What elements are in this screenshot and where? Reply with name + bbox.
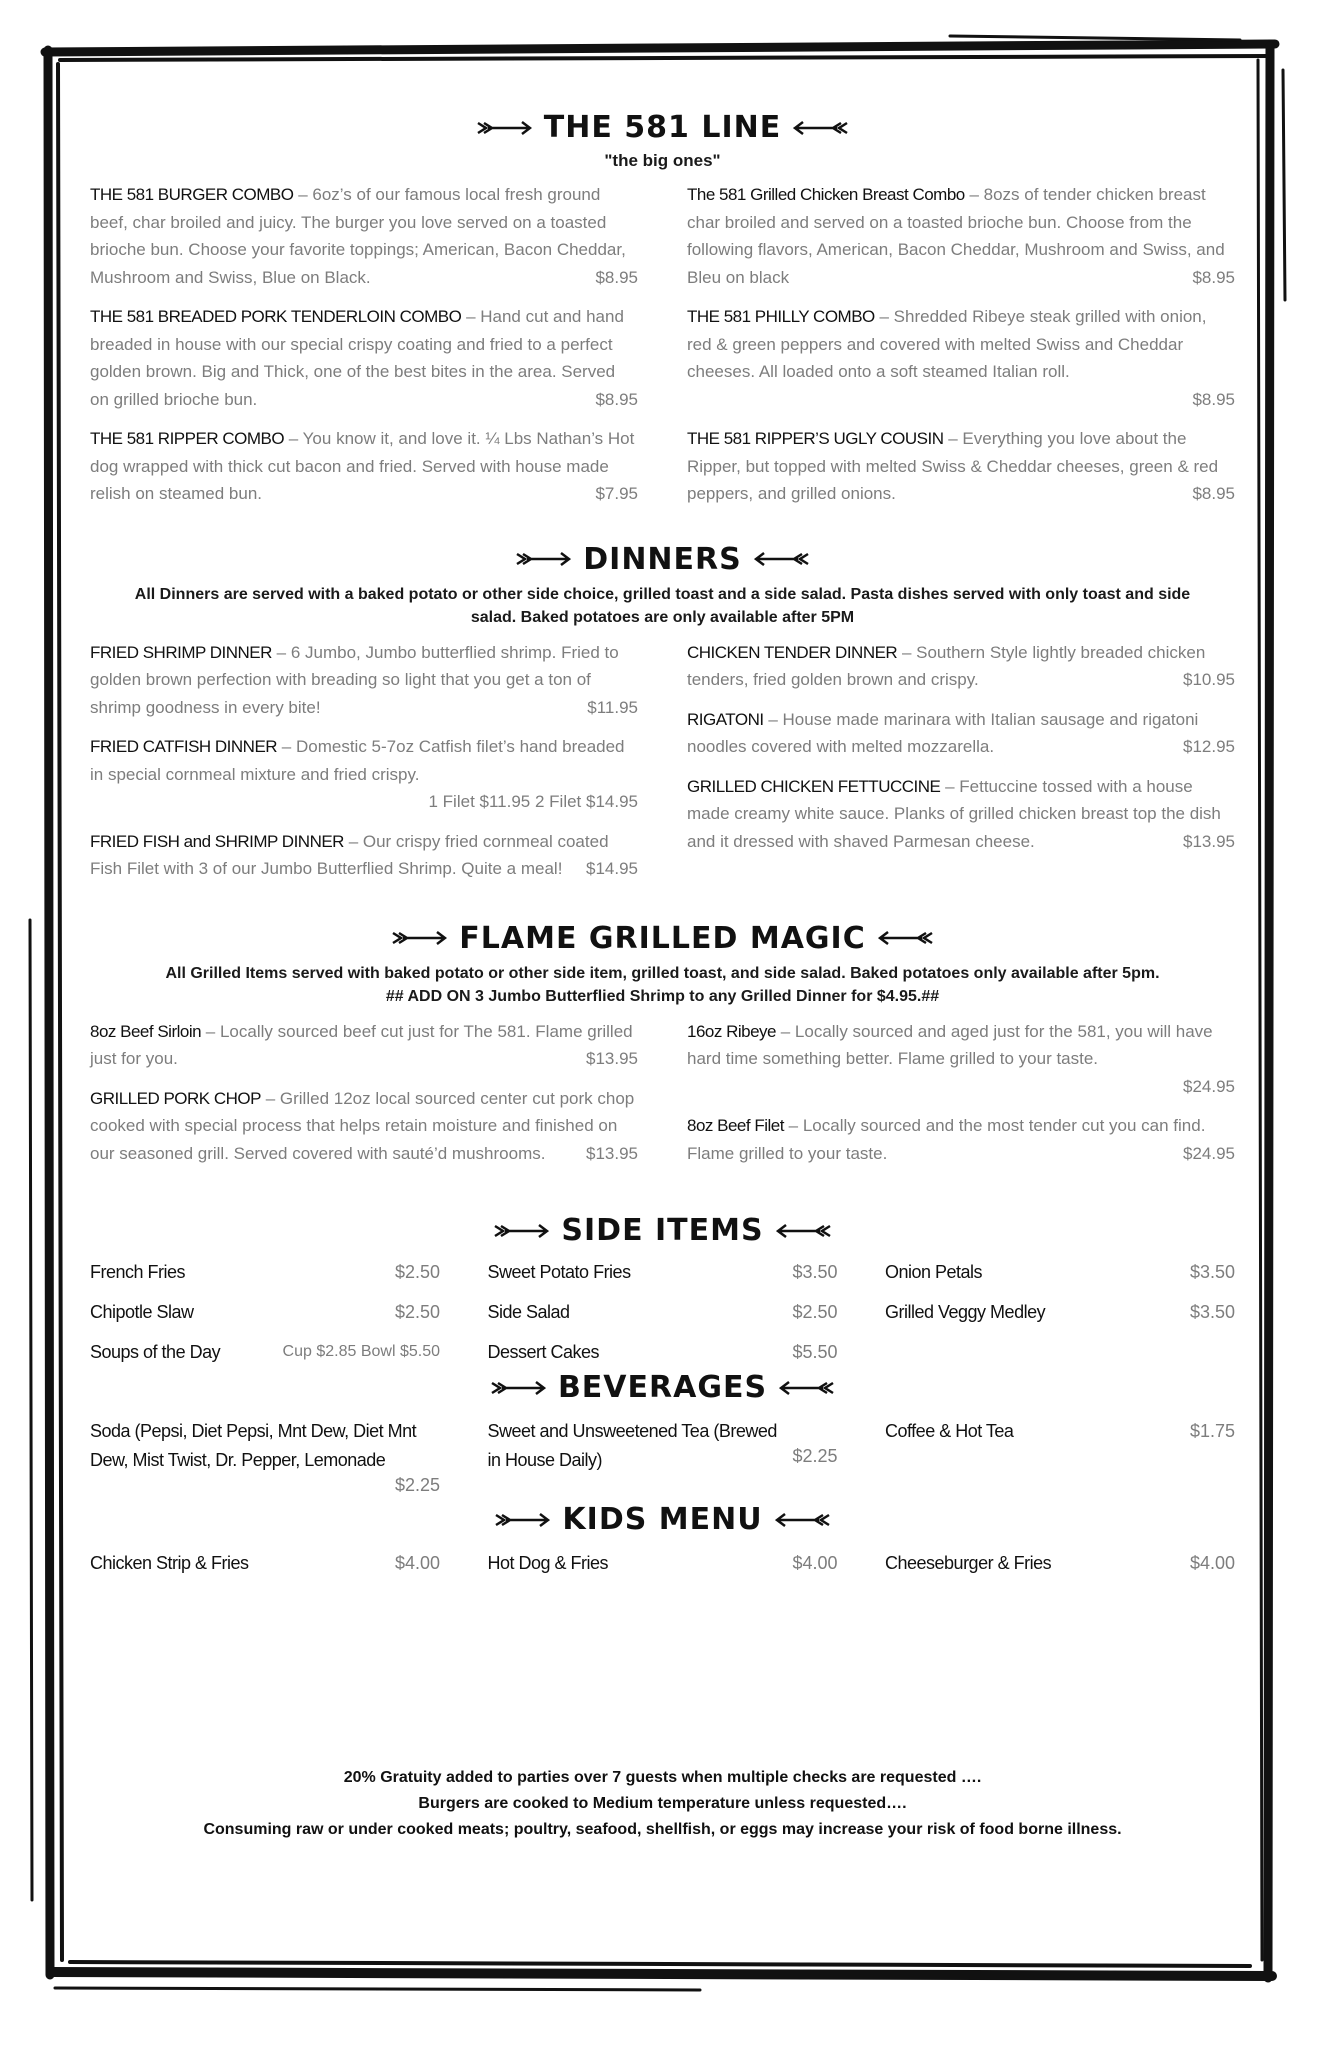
beverage-row	[885, 1417, 1235, 1445]
item-name: FRIED SHRIMP DINNER	[90, 642, 272, 662]
menu-item	[90, 1018, 638, 1073]
item-name: The 581 Grilled Chicken Breast Combo	[687, 185, 965, 204]
item-price: $13.95	[586, 1049, 638, 1068]
item-price: $3.50	[792, 1262, 838, 1282]
kids-item	[488, 1549, 838, 1589]
menu-item	[687, 1018, 1235, 1101]
item-name: Soups of the Day	[90, 1342, 221, 1362]
section-title: BEVERAGES	[557, 1370, 768, 1405]
arrow-right-icon	[391, 930, 447, 946]
menu-item	[90, 1085, 638, 1168]
item-description: – Grilled 12oz local sourced center cut pork chop cooked with special process that helps retain moisture and finished on our seasoned grill. Served covered with sauté’d mushrooms.	[90, 1088, 635, 1163]
item-description: – Fettuccine tossed with a house made creamy white sauce. Planks of grilled chicken breast top the dish and it dressed with shaved Parmesan cheese.	[687, 776, 1221, 851]
side-item	[885, 1258, 1235, 1286]
section-header-dinners	[90, 542, 1235, 577]
arrow-left-icon	[793, 120, 849, 136]
item-price: $12.95	[1183, 737, 1235, 756]
item-price: $4.00	[394, 1553, 440, 1573]
item-name: Onion Petals	[885, 1262, 983, 1282]
item-name: 16oz Ribeye	[687, 1021, 777, 1041]
item-name: Soda (Pepsi, Diet Pepsi, Mnt Dew, Diet Mnt Dew, Mist Twist, Dr. Pepper, Lemonade	[90, 1421, 417, 1470]
item-name: FRIED FISH and SHRIMP DINNER	[90, 831, 344, 851]
section-title: DINNERS	[583, 541, 742, 577]
item-price: $3.50	[1189, 1262, 1235, 1282]
section-title: SIDE ITEMS	[561, 1213, 764, 1248]
item-price: Cup $2.85 Bowl $5.50	[282, 1343, 440, 1360]
beverage-item	[488, 1417, 838, 1496]
menu-item	[687, 1112, 1235, 1167]
item-price: $13.95	[586, 1143, 638, 1163]
item-name: Sweet Potato Fries	[487, 1262, 631, 1282]
item-price: $2.25	[792, 1446, 838, 1466]
arrow-left-icon	[754, 551, 810, 567]
item-name: THE 581 RIPPER’S UGLY COUSIN	[687, 429, 944, 448]
581-left-column	[90, 181, 638, 520]
side-item	[90, 1258, 440, 1286]
item-name: Dessert Cakes	[487, 1342, 600, 1362]
item-name: CHICKEN TENDER DINNER	[687, 642, 898, 662]
item-name: Sweet and Unsweetened Tea (Brewed in House Daily)	[487, 1421, 777, 1470]
item-name: Hot Dog & Fries	[487, 1553, 609, 1573]
item-price: $24.95	[1183, 1143, 1235, 1163]
item-name: Grilled Veggy Medley	[885, 1302, 1046, 1322]
item-price: $13.95	[1183, 831, 1235, 851]
item-description: – 8ozs of tender chicken breast char broiled and served on a toasted brioche bun. Choose from the following flavors, American, Bacon Cheddar, Mushroom and Swiss, and Bleu on black	[687, 185, 1225, 287]
kids-item	[90, 1549, 440, 1589]
item-price: 1 Filet $11.95 2 Filet $14.95	[428, 792, 638, 811]
health-warning: Consuming raw or under cooked meats; poultry, seafood, shellfish, or eggs may increase your risk of food borne illness.	[203, 1821, 1122, 1838]
item-price: $3.50	[1189, 1302, 1235, 1322]
item-price: $11.95	[587, 697, 638, 717]
item-name: French Fries	[90, 1262, 186, 1282]
section-title: THE 581 LINE	[543, 110, 782, 145]
item-price: $10.95	[1183, 670, 1235, 689]
item-description: – 6 Jumbo, Jumbo butterflied shrimp. Fried to golden brown perfection with breading so light that you get a ton of shrimp goodness in every bite!	[90, 642, 619, 717]
item-description: – Shredded Ribeye steak grilled with onion, red & green peppers and covered with melted Swiss and Cheddar cheeses. All loaded onto a soft steamed Italian roll.	[687, 307, 1207, 381]
side-item	[90, 1338, 440, 1366]
item-name: RIGATONI	[687, 709, 764, 729]
item-price: $8.95	[1192, 267, 1235, 287]
item-description: – Locally sourced beef cut just for The 581. Flame grilled just for you.	[90, 1021, 633, 1068]
section-header-kids-menu	[90, 1502, 1235, 1537]
menu-item	[687, 773, 1235, 856]
side-item	[90, 1298, 440, 1326]
item-name: Cheeseburger & Fries	[885, 1553, 1052, 1573]
menu-item	[687, 181, 1235, 291]
burger-temp-note: Burgers are cooked to Medium temperature unless requested….	[418, 1795, 907, 1812]
item-description: – House made marinara with Italian sausage and rigatoni noodles covered with melted mozzarella.	[687, 709, 1199, 756]
kids-row	[90, 1549, 440, 1577]
gratuity-note: 20% Gratuity added to parties over 7 guests when multiple checks are requested ….	[343, 1769, 982, 1786]
item-description: – Domestic 5-7oz Catfish filet’s hand breaded in special cornmeal mixture and fried crispy.	[90, 737, 625, 784]
section-note: All Dinners are served with a baked potato or other side choice, grilled toast and a side salad. Pasta dishes served with only toast and side salad. Baked potatoes are only available after 5PM	[134, 585, 1191, 626]
kids-row	[885, 1549, 1235, 1577]
section-note-addon: ## ADD ON 3 Jumbo Butterflied Shrimp to any Grilled Dinner for $4.95.##	[385, 987, 940, 1005]
beverage-item	[90, 1417, 440, 1496]
item-price: $7.95	[595, 484, 638, 503]
section-note: All Grilled Items served with baked potato or other side item, grilled toast, and side salad. Baked potatoes only available after 5pm.	[165, 964, 1160, 982]
grilled-left-column	[90, 1018, 638, 1180]
arrow-left-icon	[776, 1223, 832, 1239]
sides-column-2	[488, 1258, 838, 1378]
kids-item	[885, 1549, 1235, 1589]
item-description: – Our crispy fried cornmeal coated Fish Filet with 3 of our Jumbo Butterflied Shrimp. Quite a meal!	[90, 831, 609, 878]
section-header-581-line	[90, 110, 1235, 145]
item-description: – You know it, and love it. ¼ Lbs Nathan’s Hot dog wrapped with thick cut bacon and fried. Served with house made relish on steamed bun.	[90, 429, 635, 503]
item-name: Coffee & Hot Tea	[885, 1421, 1014, 1441]
menu-item	[687, 706, 1235, 761]
item-price: $1.75	[1189, 1421, 1235, 1441]
item-name: THE 581 BREADED PORK TENDERLOIN COMBO	[90, 307, 462, 326]
menu-item	[90, 828, 638, 883]
menu-item	[687, 425, 1235, 508]
item-price: $24.95	[1183, 1076, 1235, 1096]
arrow-left-icon	[779, 1380, 835, 1396]
item-price: $8.95	[595, 389, 638, 409]
item-description: – Southern Style lightly breaded chicken tenders, fried golden brown and crispy.	[687, 642, 1206, 689]
item-name: 8oz Beef Sirloin	[90, 1021, 202, 1041]
menu-item	[90, 303, 638, 413]
section-header-flame-grilled	[90, 921, 1235, 956]
sides-column-1	[90, 1258, 440, 1378]
kids-row	[488, 1549, 838, 1577]
item-price: $2.50	[792, 1302, 838, 1322]
dinners-left-column	[90, 639, 638, 895]
item-price: $8.95	[595, 267, 638, 287]
item-description: – Hand cut and hand breaded in house with our special crispy coating and fried to a perfect golden brown. Big and Thick, one of the best bites in the area. Served on grilled brioche bun.	[90, 307, 624, 409]
item-name: FRIED CATFISH DINNER	[90, 737, 278, 756]
arrow-right-icon	[494, 1512, 550, 1528]
menu-item	[90, 181, 638, 291]
section-header-side-items	[90, 1213, 1235, 1248]
arrow-right-icon	[493, 1223, 549, 1239]
arrow-right-icon	[515, 551, 571, 567]
menu-item	[687, 303, 1235, 413]
item-description: – Locally sourced and the most tender cut you can find. Flame grilled to your taste.	[687, 1116, 1206, 1163]
arrow-right-icon	[476, 120, 532, 136]
item-price: $8.95	[1192, 389, 1235, 409]
item-name: THE 581 BURGER COMBO	[90, 185, 294, 204]
item-name: GRILLED CHICKEN FETTUCCINE	[687, 776, 941, 796]
item-price: $2.50	[394, 1262, 440, 1282]
item-price: $8.95	[1192, 484, 1235, 503]
section-title: FLAME GRILLED MAGIC	[459, 920, 866, 956]
item-price: $2.25	[394, 1475, 440, 1495]
item-name: GRILLED PORK CHOP	[90, 1088, 261, 1108]
menu-item	[90, 425, 638, 508]
beverage-item	[885, 1417, 1235, 1496]
item-description: – Locally sourced and aged just for the 581, you will have hard time something better. Flame grilled to your taste.	[687, 1021, 1213, 1068]
item-price: $5.50	[792, 1342, 838, 1362]
side-item	[488, 1338, 838, 1366]
sides-column-3	[885, 1258, 1235, 1378]
section-title: KIDS MENU	[562, 1502, 763, 1537]
item-description: – 6oz’s of our famous local fresh ground beef, char broiled and juicy. The burger you love served on a toasted brioche bun. Choose your favorite toppings; American, Bacon Cheddar, Mushroom and Swiss, Blue on Black.	[90, 185, 626, 287]
menu-item	[687, 639, 1235, 694]
menu-item	[90, 733, 638, 816]
item-price: $2.50	[394, 1302, 440, 1322]
arrow-left-icon	[775, 1512, 831, 1528]
side-item	[885, 1298, 1235, 1326]
grilled-right-column	[687, 1018, 1235, 1180]
item-name: THE 581 RIPPER COMBO	[90, 429, 285, 448]
menu-item	[90, 639, 638, 722]
item-price: $4.00	[1189, 1553, 1235, 1573]
item-description: – Everything you love about the Ripper, but topped with melted Swiss & Cheddar cheeses, green & red peppers, and grilled onions.	[687, 429, 1219, 503]
item-name: Chicken Strip & Fries	[90, 1553, 249, 1573]
581-right-column	[687, 181, 1235, 520]
item-price: $4.00	[792, 1553, 838, 1573]
arrow-right-icon	[490, 1380, 546, 1396]
section-subtitle: "the big ones"	[604, 151, 721, 170]
side-item	[488, 1258, 838, 1286]
item-name: Chipotle Slaw	[90, 1302, 194, 1322]
footer-notes	[90, 1765, 1235, 1843]
arrow-left-icon	[878, 930, 934, 946]
item-name: Side Salad	[487, 1302, 570, 1322]
item-name: THE 581 PHILLY COMBO	[687, 307, 875, 326]
side-item	[488, 1298, 838, 1326]
item-name: 8oz Beef Filet	[687, 1116, 784, 1135]
dinners-right-column	[687, 639, 1235, 895]
item-price: $14.95	[586, 859, 638, 878]
